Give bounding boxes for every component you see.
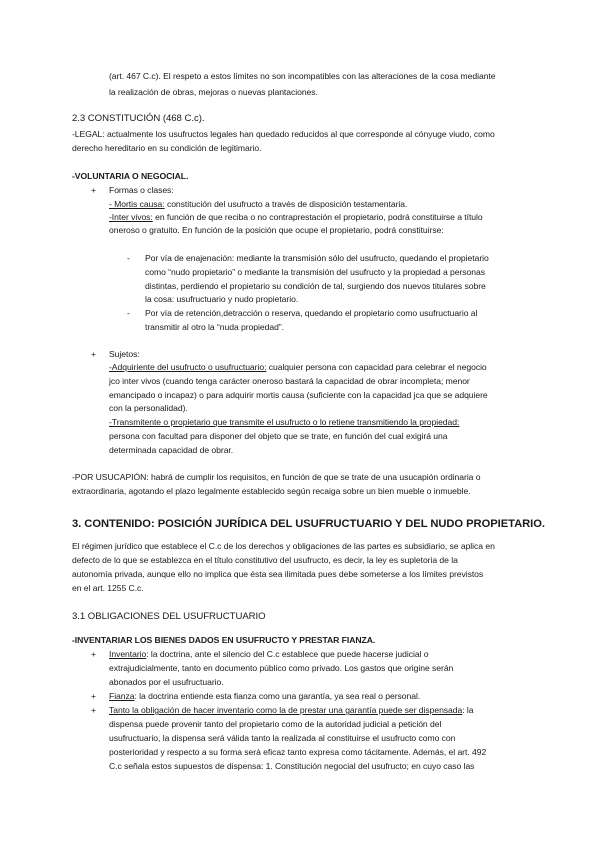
- section-heading-obligaciones: 3.1 OBLIGACIONES DEL USUFRUCTUARIO: [72, 611, 266, 622]
- dispensa-line-1: [109, 704, 474, 716]
- contenido-line-3: autonomía privada, aunque ello no implica que ésta sea ilimitada pues debe someterse a los límites previstos: [72, 569, 484, 579]
- contenido-line-2: defecto de lo que se establezca en el título constitutivo del usufructo, es decir, la ley es supletoria de la: [72, 555, 458, 565]
- voluntaria-heading: -VOLUNTARIA O NEGOCIAL.: [72, 171, 189, 181]
- mortis-causa-term: - Mortis causa:: [109, 199, 165, 209]
- transmitente-line-2: persona con facultad para disponer del objeto que se trate, en función del cual exigirá una: [109, 431, 448, 441]
- bullet-dispensa: +: [91, 705, 97, 715]
- fianza-term: Fianza: [109, 691, 135, 701]
- inventario-text-1: : la doctrina, ante el silencio del C.c establece que puede hacerse judicial o: [146, 649, 429, 659]
- dispensa-text-1: : la: [462, 705, 474, 715]
- bullet-inventario: +: [91, 649, 97, 659]
- dispensa-line-4: posterioridad y respecto a su forma será eficaz tanto expresa como tácitamente. Además, el art. 492: [109, 747, 487, 757]
- adquiriente-text-1: cualquier persona con capacidad para celebrar el negocio: [266, 362, 487, 372]
- section-heading-contenido: 3. CONTENIDO: POSICIÓN JURÍDICA DEL USUFRUCTUARIO Y DEL NUDO PROPIETARIO.: [72, 518, 545, 530]
- inter-vivos-text-1: en función de que reciba o no contraprestación el propietario, podrá constituirse a título: [152, 212, 483, 222]
- enajenacion-line-2: como “nudo propietario” o mediante la transmisión del usufructo y la propiedad a personas: [145, 267, 485, 277]
- adquiriente-line-3: emancipado o incapaz) o para adquirir mortis causa (suficiente con la capacidad jca que se adquiere: [109, 390, 488, 400]
- section-heading-constitucion: 2.3 CONSTITUCIÓN (468 C.c).: [72, 113, 205, 124]
- dispensa-line-2: dispensa puede provenir tanto del propietario como de la autoridad judicial a petición del: [109, 719, 442, 729]
- inter-vivos-line-1: [109, 211, 483, 223]
- mortis-causa-text: constitución del usufructo a través de disposición testamentaria.: [164, 199, 408, 209]
- retencion-line-1: Por vía de retención,detracción o reserva, quedando el propietario como usufructuario al: [145, 308, 478, 318]
- dispensa-term: Tanto la obligación de hacer inventario como la de prestar una garantía puede ser dispensada: [109, 705, 463, 715]
- inter-vivos-line-2: oneroso o gratuito. En función de la posición que ocupe el propietario, podrá constituirse:: [109, 225, 444, 235]
- dash-retencion: -: [127, 308, 130, 318]
- dispensa-line-5: C.c señala estos supuestos de dispensa: 1. Constitución negocial del usufructo; en cuyo caso las: [109, 761, 475, 771]
- fianza-line: [109, 690, 420, 702]
- enajenacion-line-4: la cosa: usufructuario y nudo propietario.: [145, 294, 299, 304]
- usucapion-line-1: -POR USUCAPIÓN: habrá de cumplir los requisitos, en función de que se trate de una usucapión ordinaria o: [72, 472, 481, 482]
- dash-enajenacion: -: [127, 253, 130, 263]
- formas-label: Formas o clases:: [109, 185, 174, 195]
- inter-vivos-term: -Inter vivos:: [109, 212, 153, 222]
- mortis-causa-line: [109, 198, 407, 210]
- inventario-line-3: abonados por el usufructuario.: [109, 677, 224, 687]
- inventario-term: Inventario: [109, 649, 147, 659]
- adquiriente-term: -Adquiriente del usufructo o usufructuario:: [109, 362, 267, 372]
- enajenacion-line-3: distintas, perdiendo el propietario su condición de tal, surgiendo dos nuevos titulares sobre: [145, 281, 486, 291]
- bullet-formas: +: [91, 185, 97, 195]
- inventario-line-1: [109, 648, 429, 660]
- retencion-line-2: transmitir al otro la “nuda propiedad”.: [145, 322, 284, 332]
- intro-line-1: (art. 467 C.c). El respeto a estos límites no son incompatibles con las alteraciones de la cosa mediante: [109, 71, 496, 81]
- adquiriente-line-1: [109, 361, 487, 373]
- enajenacion-line-1: Por vía de enajenación: mediante la transmisión sólo del usufructo, quedando el propietario: [145, 253, 489, 263]
- bullet-fianza: +: [91, 691, 97, 701]
- dispensa-line-3: usufructuario, la dispensa será válida tanto la realizada al constituirse el usufructo como con: [109, 733, 456, 743]
- contenido-line-4: en el art. 1255 C.c.: [72, 583, 144, 593]
- transmitente-term: -Transmitente o propietario que transmite el usufructo o lo retiene transmitiendo la propiedad:: [109, 417, 460, 427]
- inventario-line-2: extrajudicialmente, tanto en documento público como privado. Los gastos que origine serán: [109, 663, 454, 673]
- contenido-line-1: El régimen jurídico que establece el C.c de los derechos y obligaciones de las partes es subsidiario, se aplica en: [72, 541, 495, 551]
- sujetos-label: Sujetos:: [109, 349, 140, 359]
- legal-line-1: -LEGAL: actualmente los usufructos legales han quedado reducidos al que corresponde al cónyuge viudo, como: [72, 129, 495, 139]
- legal-line-2: derecho hereditario en su condición de legitimario.: [72, 143, 262, 153]
- bullet-sujetos: +: [91, 349, 97, 359]
- adquiriente-line-4: con la personalidad).: [109, 403, 188, 413]
- inventariar-heading: -INVENTARIAR LOS BIENES DADOS EN USUFRUCTO Y PRESTAR FIANZA.: [72, 635, 376, 645]
- fianza-text: : la doctrina entiende esta fianza como una garantía, ya sea real o personal.: [134, 691, 421, 701]
- adquiriente-line-2: jco inter vivos (cuando tenga carácter oneroso bastará la capacidad de obrar incompleta; menor: [109, 376, 470, 386]
- transmitente-line-3: determinada capacidad de obrar.: [109, 445, 234, 455]
- usucapion-line-2: extraordinaria, agotando el plazo legalmente establecido según recaiga sobre un bien mueble o inmueble.: [72, 486, 471, 496]
- intro-line-2: la realización de obras, mejoras o nuevas plantaciones.: [109, 87, 318, 97]
